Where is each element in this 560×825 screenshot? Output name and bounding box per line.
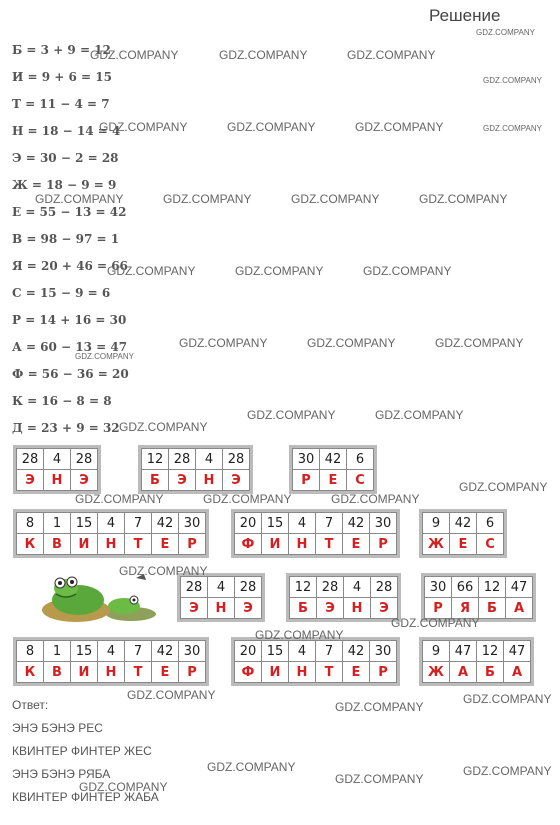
watermark: GDZ.COMPANY xyxy=(355,120,444,134)
word-grid xyxy=(424,576,533,619)
grid-number-cell: 30 xyxy=(425,577,452,598)
grid-letter-cell: Б xyxy=(479,598,506,619)
watermark: GDZ.COMPANY xyxy=(227,120,316,134)
grid-letter-cell: Э xyxy=(223,470,250,491)
watermark: GDZ.COMPANY xyxy=(35,192,124,206)
grid-number-cell: 30 xyxy=(293,449,320,470)
grid-number-cell: 4 xyxy=(289,513,316,534)
grid-number-cell: 4 xyxy=(344,577,371,598)
watermark: GDZ.COMPANY xyxy=(207,760,296,774)
grid-number-cell: 6 xyxy=(347,449,374,470)
grid-number-cell: 28 xyxy=(223,449,250,470)
grid-letter-cell: Т xyxy=(316,662,343,683)
grid-number-cell: 30 xyxy=(179,641,206,662)
watermark: GDZ.COMPANY xyxy=(331,492,420,506)
grid-letter-cell: Н xyxy=(208,598,235,619)
grid-number-cell: 28 xyxy=(71,449,98,470)
frog-illustration xyxy=(36,572,156,622)
grid-letter-cell: Е xyxy=(343,534,370,555)
watermark: GDZ.COMPANY xyxy=(291,192,380,206)
grid-number-cell: 15 xyxy=(262,641,289,662)
grid-number-cell: 30 xyxy=(370,513,397,534)
equation: С = 15 − 9 = 6 xyxy=(12,286,111,300)
grid-letter-cell: Т xyxy=(125,534,152,555)
watermark: GDZ.COMPANY xyxy=(90,48,179,62)
grid-letter-cell: Я xyxy=(452,598,479,619)
equation: Р = 14 + 16 = 30 xyxy=(12,313,127,327)
grid-number-cell: 12 xyxy=(290,577,317,598)
grid-number-cell: 30 xyxy=(370,641,397,662)
grid-letter-cell: Р xyxy=(179,662,206,683)
answer-line: ЭНЭ БЭНЭ РЕС xyxy=(12,721,103,735)
grid-letter-cell: Б xyxy=(477,662,504,683)
grid-letter-cell: Б xyxy=(290,598,317,619)
grid-number-cell: 15 xyxy=(71,513,98,534)
watermark: GDZ.COMPANY xyxy=(435,336,524,350)
grid-number-cell: 42 xyxy=(343,641,370,662)
equation: Э = 30 − 2 = 28 xyxy=(12,151,119,165)
grid-letter-cell: В xyxy=(44,662,71,683)
grid-letter-cell: Р xyxy=(425,598,452,619)
watermark: GDZ.COMPANY xyxy=(75,492,164,506)
watermark: GDZ.COMPANY xyxy=(203,492,292,506)
grid-letter-cell: Н xyxy=(98,534,125,555)
grid-number-cell: 7 xyxy=(125,513,152,534)
grid-letter-cell: Ж xyxy=(423,662,450,683)
word-grid xyxy=(141,448,250,491)
grid-number-cell: 28 xyxy=(181,577,208,598)
grid-number-cell: 42 xyxy=(320,449,347,470)
grid-number-cell: 47 xyxy=(506,577,533,598)
grid-number-cell: 47 xyxy=(450,641,477,662)
word-grid xyxy=(16,448,98,491)
grid-letter-cell: Э xyxy=(181,598,208,619)
watermark: GDZ.COMPANY xyxy=(335,700,424,714)
grid-number-cell: 4 xyxy=(196,449,223,470)
watermark: GDZ.COMPANY xyxy=(255,628,344,642)
grid-letter-cell: Н xyxy=(98,662,125,683)
grid-letter-cell: К xyxy=(17,662,44,683)
grid-letter-cell: Э xyxy=(169,470,196,491)
word-grid xyxy=(422,640,531,683)
grid-number-cell: 4 xyxy=(289,641,316,662)
grid-number-cell: 15 xyxy=(71,641,98,662)
watermark: GDZ.COMPANY xyxy=(375,408,464,422)
word-grid xyxy=(16,640,206,683)
grid-number-cell: 66 xyxy=(452,577,479,598)
equation: Е = 55 − 13 = 42 xyxy=(12,205,127,219)
word-grid xyxy=(234,640,397,683)
grid-letter-cell: Р xyxy=(370,662,397,683)
equation: В = 98 − 97 = 1 xyxy=(12,232,120,246)
grid-letter-cell: Ф xyxy=(235,662,262,683)
grid-letter-cell: Н xyxy=(196,470,223,491)
grid-letter-cell: Р xyxy=(370,534,397,555)
grid-number-cell: 1 xyxy=(44,513,71,534)
grid-letter-cell: А xyxy=(506,598,533,619)
equation: Ж = 18 − 9 = 9 xyxy=(12,178,117,192)
grid-letter-cell: И xyxy=(71,662,98,683)
grid-letter-cell: Н xyxy=(289,534,316,555)
watermark: GDZ.COMPANY xyxy=(476,28,535,37)
grid-letter-cell: А xyxy=(450,662,477,683)
grid-number-cell: 1 xyxy=(44,641,71,662)
watermark: GDZ.COMPANY xyxy=(235,264,324,278)
equation: Т = 11 − 4 = 7 xyxy=(12,97,110,111)
grid-number-cell: 28 xyxy=(371,577,398,598)
grid-number-cell: 42 xyxy=(343,513,370,534)
grid-number-cell: 8 xyxy=(17,513,44,534)
watermark: GDZ.COMPANY xyxy=(335,772,424,786)
grid-number-cell: 47 xyxy=(504,641,531,662)
equation: Д = 23 + 9 = 32 xyxy=(12,421,120,435)
grid-number-cell: 7 xyxy=(316,513,343,534)
grid-number-cell: 4 xyxy=(98,513,125,534)
grid-number-cell: 42 xyxy=(450,513,477,534)
watermark: GDZ.COMPANY xyxy=(127,688,216,702)
watermark: GDZ.COMPANY xyxy=(179,336,268,350)
watermark: GDZ.COMPANY xyxy=(163,192,252,206)
watermark: GDZ.COMPANY xyxy=(483,76,542,85)
grid-letter-cell: С xyxy=(477,534,504,555)
grid-number-cell: 4 xyxy=(208,577,235,598)
watermark: GDZ.COMPANY xyxy=(247,408,336,422)
watermark: GDZ.COMPANY xyxy=(483,124,542,133)
grid-letter-cell: Э xyxy=(71,470,98,491)
word-grid xyxy=(180,576,262,619)
watermark: GDZ.COMPANY xyxy=(307,336,396,350)
grid-letter-cell: Р xyxy=(179,534,206,555)
watermark: GDZ.COMPANY xyxy=(391,616,480,630)
grid-letter-cell: Э xyxy=(317,598,344,619)
grid-letter-cell: С xyxy=(347,470,374,491)
grid-letter-cell: А xyxy=(504,662,531,683)
grid-number-cell: 4 xyxy=(98,641,125,662)
grid-number-cell: 28 xyxy=(169,449,196,470)
grid-number-cell: 9 xyxy=(423,513,450,534)
grid-letter-cell: Р xyxy=(293,470,320,491)
equation: Ф = 56 − 36 = 20 xyxy=(12,367,129,381)
watermark: GDZ.COMPANY xyxy=(99,120,188,134)
answer-line: КВИНТЕР ФИНТЕР ЖЕС xyxy=(12,744,152,758)
grid-letter-cell: Э xyxy=(371,598,398,619)
grid-letter-cell: Н xyxy=(44,470,71,491)
watermark: GDZ.COMPANY xyxy=(79,780,168,794)
equation: И = 9 + 6 = 15 xyxy=(12,70,112,84)
word-grid xyxy=(289,576,398,619)
grid-number-cell: 30 xyxy=(179,513,206,534)
equation: К = 16 − 8 = 8 xyxy=(12,394,112,408)
watermark: GDZ.COMPANY xyxy=(119,420,208,434)
grid-number-cell: 8 xyxy=(17,641,44,662)
grid-letter-cell: Э xyxy=(17,470,44,491)
grid-letter-cell: Т xyxy=(316,534,343,555)
grid-number-cell: 12 xyxy=(477,641,504,662)
grid-letter-cell: Э xyxy=(235,598,262,619)
grid-letter-cell: В xyxy=(44,534,71,555)
page-title: Решение xyxy=(429,6,501,25)
grid-letter-cell: Н xyxy=(344,598,371,619)
grid-letter-cell: И xyxy=(262,534,289,555)
grid-letter-cell: Т xyxy=(125,662,152,683)
word-grid xyxy=(292,448,374,491)
grid-letter-cell: Б xyxy=(142,470,169,491)
grid-number-cell: 28 xyxy=(17,449,44,470)
answer-line: КВИНТЕР ФИНТЕР ЖАБА xyxy=(12,790,159,804)
word-grid xyxy=(16,512,206,555)
grid-number-cell: 20 xyxy=(235,641,262,662)
watermark: GDZ.COMPANY xyxy=(75,352,134,361)
grid-number-cell: 12 xyxy=(479,577,506,598)
grid-number-cell: 20 xyxy=(235,513,262,534)
answer-line: ЭНЭ БЭНЭ РЯБА xyxy=(12,767,111,781)
grid-letter-cell: Н xyxy=(289,662,316,683)
watermark: GDZ.COMPANY xyxy=(419,192,508,206)
watermark: GDZ.COMPANY xyxy=(463,764,552,778)
grid-number-cell: 6 xyxy=(477,513,504,534)
watermark: GDZ.COMPANY xyxy=(459,480,548,494)
equation: Б = 3 + 9 = 12 xyxy=(12,43,111,57)
grid-number-cell: 42 xyxy=(152,513,179,534)
grid-letter-cell: И xyxy=(71,534,98,555)
grid-letter-cell: И xyxy=(262,662,289,683)
grid-number-cell: 28 xyxy=(235,577,262,598)
grid-letter-cell: К xyxy=(17,534,44,555)
watermark: GDZ.COMPANY xyxy=(119,564,208,578)
grid-letter-cell: Ж xyxy=(423,534,450,555)
watermark: GDZ.COMPANY xyxy=(107,264,196,278)
grid-letter-cell: Ф xyxy=(235,534,262,555)
grid-letter-cell: Е xyxy=(152,662,179,683)
grid-letter-cell: Е xyxy=(152,534,179,555)
grid-number-cell: 4 xyxy=(44,449,71,470)
equation: Я = 20 + 46 = 66 xyxy=(12,259,128,273)
grid-letter-cell: Е xyxy=(343,662,370,683)
word-grid xyxy=(422,512,504,555)
grid-number-cell: 42 xyxy=(152,641,179,662)
equation: Н = 18 − 14 = 4 xyxy=(12,124,121,138)
grid-letter-cell: Е xyxy=(320,470,347,491)
grid-letter-cell: Е xyxy=(450,534,477,555)
equation: А = 60 − 13 = 47 xyxy=(12,340,128,354)
word-grid xyxy=(234,512,397,555)
watermark: GDZ.COMPANY xyxy=(463,692,552,706)
answer-label: Ответ: xyxy=(12,698,49,712)
grid-number-cell: 7 xyxy=(125,641,152,662)
grid-number-cell: 12 xyxy=(142,449,169,470)
watermark: GDZ.COMPANY xyxy=(363,264,452,278)
grid-number-cell: 15 xyxy=(262,513,289,534)
watermark: GDZ.COMPANY xyxy=(347,48,436,62)
grid-number-cell: 9 xyxy=(423,641,450,662)
grid-number-cell: 28 xyxy=(317,577,344,598)
watermark: GDZ.COMPANY xyxy=(219,48,308,62)
grid-number-cell: 7 xyxy=(316,641,343,662)
